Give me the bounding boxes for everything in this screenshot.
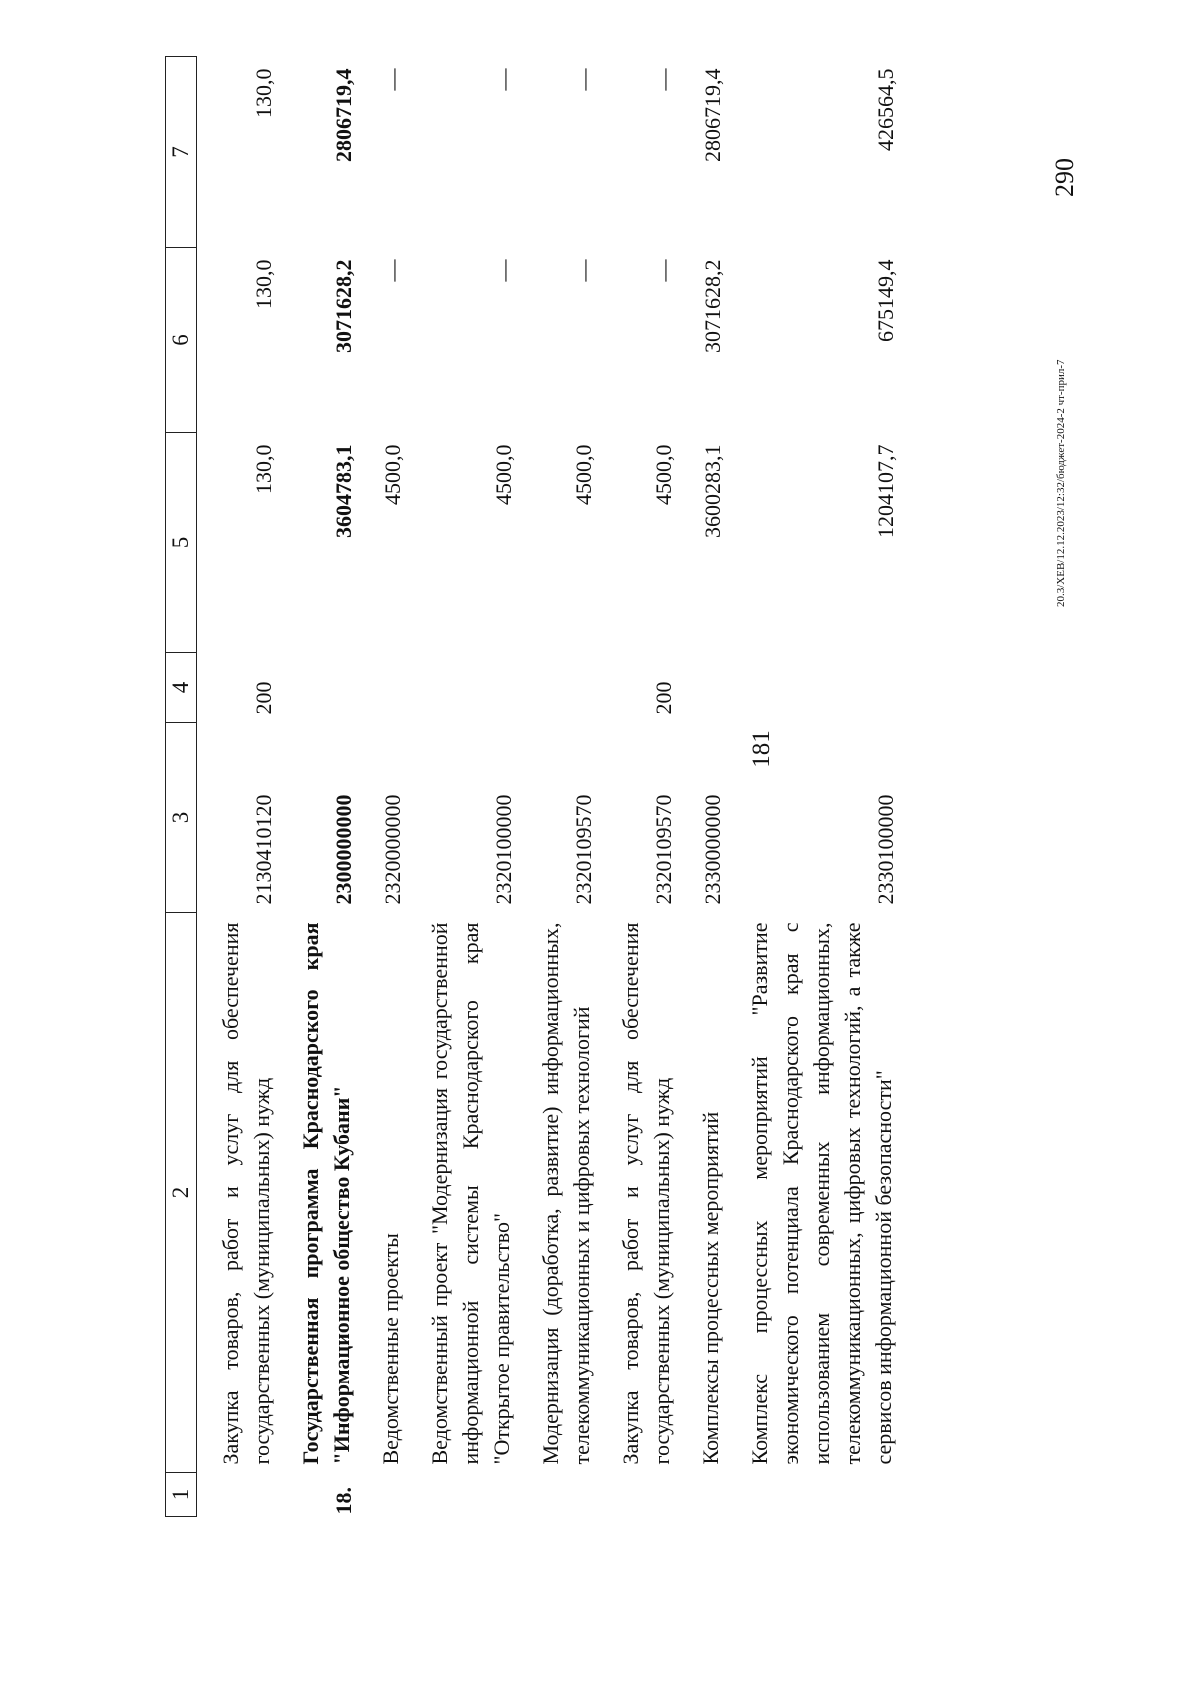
row-name: Ведомственный проект "Модернизация государственной информационной системы Краснодарского края "Открытое правительство" [427, 922, 514, 1465]
row-value-7: 130,0 [251, 68, 276, 118]
row-value-5: 4500,0 [491, 444, 516, 505]
footer-code: 20.3/ХЕВ/12.12.2023/12:32/бюджет-2024-2 чт-прил-7 [1055, 359, 1067, 607]
row-value-5: 1204107,7 [873, 444, 898, 538]
row-vr [517, 653, 597, 723]
row-code: 2330000000 [700, 794, 725, 905]
row-vr: 200 [251, 681, 276, 715]
row-value-6: — [380, 259, 405, 282]
row-number: 18. [331, 1487, 356, 1515]
row-name: Комплекс процессных мероприятий "Развитие экономического потенциала Краснодарского края с использованием современных информационных, телекоммуникационных, цифровых технологий, а также сервисов информационной безопасности" [747, 922, 896, 1465]
header-row [166, 57, 197, 1517]
row-value-6: 130,0 [251, 259, 276, 309]
row-vr [406, 653, 517, 723]
sheet-number: 290 [1050, 158, 1079, 197]
table-row [677, 57, 726, 1517]
table-row [517, 57, 597, 1517]
row-vr: 200 [651, 681, 676, 715]
header-col-3: 3 [166, 723, 197, 913]
row-vr [677, 653, 726, 723]
row-value-6: — [491, 259, 516, 282]
row-value-7: 2806719,4 [331, 68, 356, 162]
row-value-5: 3604783,1 [331, 444, 356, 538]
row-name: Государственная программа Краснодарского края "Информационное общество Кубани" [298, 922, 354, 1465]
row-number [597, 1473, 677, 1517]
row-vr [726, 653, 899, 723]
row-number [406, 1473, 517, 1517]
table-row [726, 57, 899, 1517]
row-value-6: 675149,4 [873, 259, 898, 342]
row-value-5: 3600283,1 [700, 444, 725, 538]
row-value-5: 4500,0 [380, 444, 405, 505]
header-col-2: 2 [166, 913, 197, 1473]
row-number [726, 1473, 899, 1517]
row-number [677, 1473, 726, 1517]
table-row [277, 57, 357, 1517]
row-code: 2320000000 [380, 794, 405, 905]
page-number: 181 [748, 730, 775, 768]
table-row [197, 57, 278, 1517]
row-code: 2300000000 [331, 794, 356, 905]
row-name: Комплексы процессных мероприятий [698, 1111, 723, 1465]
row-name: Модернизация (доработка, развитие) информационных, телекоммуникационных и цифровых технологий [538, 922, 594, 1465]
row-value-6: — [571, 259, 596, 282]
row-number [357, 1473, 406, 1517]
table-row [406, 57, 517, 1517]
row-name: Закупка товаров, работ и услуг для обеспечения государственных (муниципальных) нужд [618, 922, 674, 1465]
header-col-4: 4 [166, 653, 197, 723]
row-value-5: 4500,0 [571, 444, 596, 505]
row-name: Ведомственные проекты [378, 1233, 403, 1465]
row-value-6: 3071628,2 [700, 259, 725, 353]
row-name: Закупка товаров, работ и услуг для обеспечения государственных (муниципальных) нужд [218, 922, 274, 1465]
row-value-5: 130,0 [251, 444, 276, 494]
row-code: 2320109570 [651, 794, 676, 905]
row-value-6: — [651, 259, 676, 282]
header-col-1: 1 [166, 1473, 197, 1517]
row-value-7: 426564,5 [873, 68, 898, 151]
row-value-7: 2806719,4 [700, 68, 725, 162]
row-code: 2320100000 [491, 794, 516, 905]
row-number [197, 1473, 278, 1517]
header-col-5: 5 [166, 433, 197, 653]
row-value-7: — [571, 68, 596, 91]
row-value-6: 3071628,2 [331, 259, 356, 353]
row-code: 2330100000 [873, 794, 898, 905]
header-col-7: 7 [166, 57, 197, 248]
row-code: 2320109570 [571, 794, 596, 905]
row-value-7: — [651, 68, 676, 91]
table-row [357, 57, 406, 1517]
row-value-5: 4500,0 [651, 444, 676, 505]
row-number [517, 1473, 597, 1517]
row-vr [277, 653, 357, 723]
budget-table [165, 56, 899, 1517]
row-value-7: — [491, 68, 516, 91]
row-value-7: — [380, 68, 405, 91]
row-code: 2130410120 [251, 794, 276, 905]
header-col-6: 6 [166, 248, 197, 433]
table-row [597, 57, 677, 1517]
row-vr [357, 653, 406, 723]
